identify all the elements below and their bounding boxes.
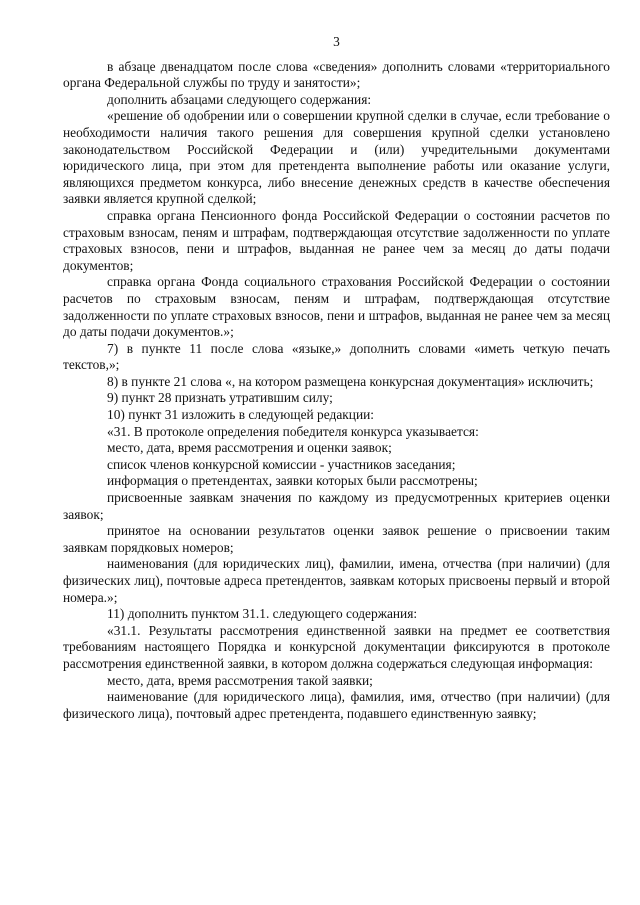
paragraph: наименования (для юридических лиц), фамилии, имена, отчества (при наличии) (для физических лиц), почтовые адреса претендентов, заявкам которых присвоены первый и второй номера.»; xyxy=(63,556,610,605)
paragraph: 7) в пункте 11 после слова «языке,» дополнить словами «иметь четкую печать текстов,»; xyxy=(63,340,610,373)
paragraph: справка органа Фонда социального страхования Российской Федерации о состоянии расчетов по страховым взносам, пеням и штрафам, подтверждающая отсутствие задолженности по уплате страховых взносов, пени и штрафов, выданная не ранее чем за месяц до даты подачи документов.»; xyxy=(63,274,610,340)
paragraph: наименование (для юридического лица), фамилия, имя, отчество (при наличии) (для физического лица), почтовый адрес претендента, подавшего единственную заявку; xyxy=(63,689,610,721)
paragraph: в абзаце двенадцатом после слова «сведения» дополнить словами «территориального органа Федеральной службы по труду и занятости»; xyxy=(63,58,610,91)
paragraph: 10) пункт 31 изложить в следующей редакции: xyxy=(107,407,375,423)
paragraph: список членов конкурсной комиссии - участников заседания; xyxy=(107,456,456,472)
paragraph: принятое на основании результатов оценки заявок решение о присвоении таким заявкам порядковых номеров; xyxy=(63,523,610,555)
paragraph: «31.1. Результаты рассмотрения единственной заявки на предмет ее соответствия требованиям настоящего Порядка и конкурсной документации фиксируются в протоколе рассмотрения единственной заявки, в котором должна содержаться следующая информация: xyxy=(63,622,610,671)
paragraph: дополнить абзацами следующего содержания: xyxy=(107,91,372,107)
paragraph: «решение об одобрении или о совершении крупной сделки в случае, если требование о необходимости наличия такого решения для совершения крупной сделки установлено законодательством Российской Федерации и (или) учредительными документами юридического лица, при этом для претендента выполнение работы или оказание услуги, являющихся предметом конкурса, либо внесение денежных средств в качестве обеспечения заявки является крупной сделкой; xyxy=(63,108,610,207)
paragraph: место, дата, время рассмотрения и оценки заявок; xyxy=(107,440,392,456)
paragraph: 11) дополнить пунктом 31.1. следующего содержания: xyxy=(107,606,418,622)
page-number: 3 xyxy=(333,34,340,49)
paragraph: информация о претендентах, заявки которых были рассмотрены; xyxy=(107,473,478,489)
paragraph: место, дата, время рассмотрения такой заявки; xyxy=(107,672,373,688)
paragraph: «31. В протоколе определения победителя конкурса указывается: xyxy=(107,423,479,439)
paragraph: присвоенные заявкам значения по каждому из предусмотренных критериев оценки заявок; xyxy=(63,490,610,522)
document-page xyxy=(63,34,610,722)
paragraph: 9) пункт 28 признать утратившим силу; xyxy=(107,390,333,406)
paragraph: справка органа Пенсионного фонда Российской Федерации о состоянии расчетов по страховым взносам, пеням и штрафам, подтверждающая отсутствие задолженности по уплате страховых взносов, пени и штрафов, выданная не ранее чем за месяц до даты подачи документов; xyxy=(63,207,610,273)
paragraph: 8) в пункте 21 слова «, на котором размещена конкурсная документация» исключить; xyxy=(107,373,594,389)
